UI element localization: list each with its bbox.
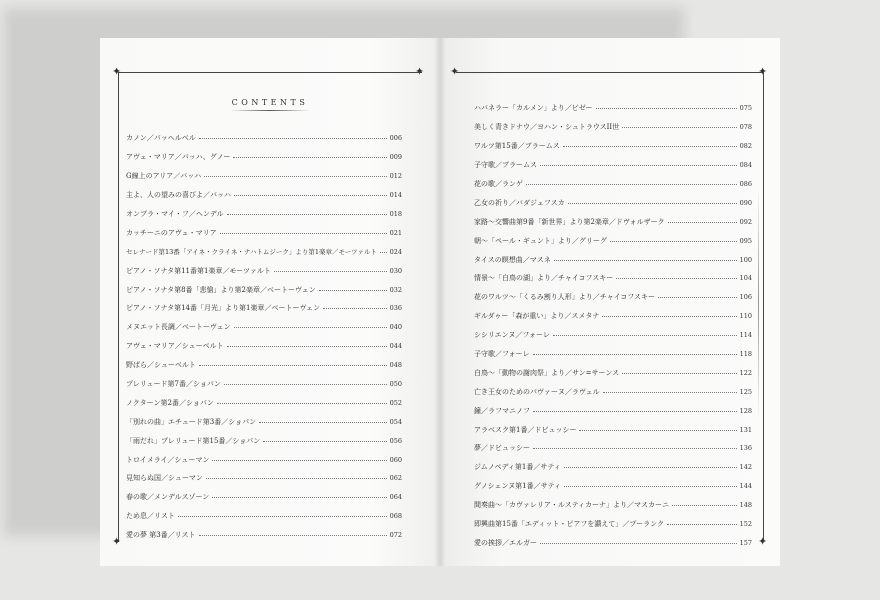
dot-leader: [234, 194, 387, 196]
toc-entry-page: 142: [739, 463, 752, 472]
toc-entry-title: 即興曲第15番「エディット・ピアフを讃えて」／プーランク: [474, 520, 664, 529]
dot-leader: [234, 326, 387, 328]
toc-entry: [126, 205, 402, 224]
toc-entry-page: 095: [739, 236, 752, 245]
toc-entry: [126, 318, 402, 337]
toc-entry-title: 花のワルツ～「くるみ割り人形」より／チャイコフスキー: [474, 293, 656, 302]
toc-entry-page: 030: [389, 266, 402, 275]
toc-entry-page: 131: [739, 425, 752, 434]
dot-leader: [533, 353, 737, 355]
toc-entry: [126, 375, 402, 394]
toc-entry-title: 主よ、人の望みの喜びよ／バッハ: [126, 191, 231, 200]
toc-entry-page: 044: [389, 342, 402, 351]
dot-leader: [319, 289, 387, 291]
toc-entry: [126, 129, 402, 148]
toc-entry: [126, 337, 402, 356]
corner-ornament-icon: ✦: [112, 535, 122, 548]
dot-leader: [540, 164, 737, 166]
toc-entry-page: 104: [739, 274, 752, 283]
toc-entry-page: 036: [389, 304, 402, 313]
toc-entry-title: プレリュード第7番／ショパン: [126, 380, 221, 389]
toc-entry-title: 夢／ドビュッシー: [474, 444, 530, 453]
toc-entry-page: 128: [739, 406, 752, 415]
toc-entry-title: 朝～「ペール・ギュント」より／グリーグ: [474, 236, 607, 245]
toc-entry-page: 014: [389, 191, 402, 200]
corner-ornament-icon: ✦: [415, 65, 425, 78]
toc-entry: [126, 431, 402, 450]
toc-entry-page: 024: [389, 247, 402, 256]
corner-ornament-icon: ✦: [450, 65, 460, 78]
toc-entry: [474, 420, 752, 439]
toc-entry-title: トロイメライ／シューマン: [126, 455, 210, 464]
dot-leader: [564, 485, 737, 487]
toc-entry: [474, 363, 752, 382]
toc-entry: [126, 356, 402, 375]
dot-leader: [227, 213, 387, 215]
toc-entry-page: 084: [739, 161, 752, 170]
toc-entry-title: オンブラ・マイ・フ／ヘンデル: [126, 210, 224, 218]
toc-entry: [126, 148, 402, 167]
dot-leader: [533, 447, 737, 449]
toc-entry: [474, 99, 752, 118]
toc-entry-page: 075: [739, 104, 752, 113]
book-gutter: [434, 38, 446, 566]
dot-leader: [217, 402, 387, 404]
toc-entry: [126, 299, 402, 318]
toc-entry-title: ノクターン第2番／ショパン: [126, 398, 214, 407]
toc-entry-page: 032: [389, 285, 402, 294]
right-toc-list: [474, 99, 752, 552]
toc-entry: [474, 515, 752, 534]
toc-entry-title: 情景～「白鳥の湖」より／チャイコフスキー: [474, 274, 614, 283]
toc-entry-title: 子守歌／フォーレ: [474, 350, 530, 359]
toc-entry-title: ギルダゥー「森が重い」より／スメタナ: [474, 312, 600, 321]
toc-entry-title: アヴェ・マリア／シューベルト: [126, 342, 224, 351]
toc-entry-page: 056: [389, 436, 402, 445]
toc-entry-title: ピアノ・ソナタ第14番「月光」より第1楽章／ベートーヴェン: [126, 304, 321, 313]
toc-entry: [126, 242, 402, 261]
toc-entry-page: 086: [739, 180, 752, 188]
right-page: [440, 38, 780, 566]
toc-entry: [126, 412, 402, 431]
dot-leader: [563, 145, 737, 147]
toc-entry: [126, 167, 402, 186]
toc-entry: [126, 186, 402, 205]
toc-entry-title: 春の歌／メンデルスゾーン: [126, 493, 210, 502]
dot-leader: [564, 466, 737, 468]
toc-entry: [474, 250, 752, 269]
dot-leader: [274, 270, 387, 272]
toc-entry: [126, 261, 402, 280]
toc-entry: [474, 533, 752, 552]
dot-leader: [199, 534, 387, 536]
toc-entry-title: G線上のアリア／バッハ: [126, 172, 202, 181]
toc-entry-page: 054: [389, 417, 402, 426]
toc-entry-title: シシリエンヌ／フォーレ: [474, 331, 550, 340]
dot-leader: [603, 391, 737, 393]
toc-entry-page: 090: [739, 198, 752, 207]
toc-entry: [474, 137, 752, 156]
toc-entry-page: 072: [389, 531, 402, 540]
toc-entry-page: 012: [389, 172, 402, 181]
dot-leader: [622, 126, 736, 128]
toc-entry-title: 愛の夢 第3番／リスト: [126, 531, 196, 540]
toc-entry-page: 118: [739, 350, 752, 359]
toc-entry-title: 「雨だれ」プレリュード第15番／ショパン: [126, 436, 261, 445]
toc-entry: [474, 326, 752, 345]
toc-entry-page: 062: [389, 474, 402, 483]
toc-entry: [474, 175, 752, 194]
frame-top-rule: [456, 72, 764, 73]
toc-entry: [126, 393, 402, 412]
dot-leader: [554, 259, 737, 261]
dot-leader: [553, 334, 737, 336]
toc-entry-page: 064: [389, 493, 402, 502]
toc-entry-page: 136: [739, 444, 752, 453]
toc-entry-page: 157: [739, 538, 752, 547]
toc-entry-page: 050: [389, 380, 402, 389]
toc-entry-title: 鐘／ラフマニノフ: [474, 406, 530, 415]
dot-leader: [602, 315, 736, 317]
toc-entry: [474, 288, 752, 307]
toc-entry: [126, 450, 402, 469]
dot-leader: [616, 277, 736, 279]
toc-entry-title: アラベスク第1番／ドビュッシー: [474, 425, 577, 434]
toc-entry-title: ピアノ・ソナタ第8番「悲愴」より第2楽章／ベートーヴェン: [126, 285, 316, 294]
toc-entry-title: カッチーニのアヴェ・マリア: [126, 228, 217, 237]
toc-entry-page: 052: [389, 398, 402, 407]
dot-leader: [212, 459, 386, 461]
toc-entry-title: カノン／パッヘルベル: [126, 134, 196, 143]
toc-entry-page: 144: [739, 482, 752, 491]
frame-left-rule: [118, 72, 119, 542]
open-booklet: [100, 38, 780, 566]
toc-entry-title: セレナード第13番「アイネ・クライネ・ナハトムジーク」より第1楽章／モーツァルト: [126, 248, 377, 257]
dot-leader: [263, 440, 386, 442]
toc-entry-page: 018: [389, 210, 402, 218]
dot-leader: [380, 251, 387, 253]
dot-leader: [199, 364, 387, 366]
toc-entry: [474, 345, 752, 364]
toc-entry: [126, 488, 402, 507]
dot-leader: [610, 240, 737, 242]
toc-entry-title: 野ばら／シューベルト: [126, 361, 196, 370]
toc-entry-title: 家路～交響曲第9番「新世界」より第2楽章／ドヴォルザーク: [474, 217, 665, 226]
dot-leader: [622, 372, 736, 374]
toc-entry-page: 114: [739, 331, 752, 340]
toc-entry: [126, 526, 402, 545]
corner-ornament-icon: ✦: [112, 65, 122, 78]
dot-leader: [199, 137, 387, 139]
toc-entry: [126, 280, 402, 299]
toc-entry-title: ピアノ・ソナタ第11番第1楽章／モーツァルト: [126, 266, 271, 275]
dot-leader: [658, 296, 737, 298]
toc-entry: [474, 193, 752, 212]
toc-entry-title: 子守歌／ブラームス: [474, 161, 537, 170]
dot-leader: [672, 504, 737, 506]
dot-leader: [596, 107, 737, 109]
toc-entry: [474, 118, 752, 137]
toc-entry: [474, 156, 752, 175]
dot-leader: [204, 175, 386, 177]
toc-entry-page: 021: [389, 228, 402, 237]
toc-entry-title: ジムノペディ第1番／サティ: [474, 463, 561, 472]
toc-entry-page: 006: [389, 134, 402, 143]
toc-entry: [474, 269, 752, 288]
toc-entry: [474, 477, 752, 496]
toc-entry-page: 100: [739, 255, 752, 264]
toc-entry-title: 花の歌／ランゲ: [474, 180, 523, 188]
frame-top-rule: [118, 72, 422, 73]
toc-entry-page: 125: [739, 387, 752, 396]
dot-leader: [227, 345, 387, 347]
dot-leader: [178, 515, 387, 517]
toc-entry-page: 092: [739, 217, 752, 226]
toc-entry-page: 009: [389, 153, 402, 162]
toc-entry-title: 美しく青きドナウ／ヨハン・シュトラウスII世: [474, 123, 620, 132]
toc-entry: [474, 458, 752, 477]
toc-entry-page: 122: [739, 368, 752, 377]
toc-entry-title: アヴェ・マリア／バッハ、グノー: [126, 153, 231, 162]
toc-entry-title: 乙女の祈り／バダジェフスカ: [474, 198, 565, 207]
dot-leader: [212, 496, 386, 498]
corner-ornament-icon: ✦: [758, 535, 768, 548]
toc-entry-title: 亡き王女のためのパヴァーヌ／ラヴェル: [474, 387, 600, 396]
toc-entry: [474, 307, 752, 326]
toc-entry-title: ハバネラー「カルメン」より／ビゼー: [474, 104, 593, 113]
dot-leader: [667, 523, 737, 525]
toc-entry-title: 間奏曲～「カヴァレリア・ルスティカーナ」より／マスカーニ: [474, 501, 670, 510]
toc-entry-title: ため息／リスト: [126, 512, 175, 521]
toc-entry: [474, 439, 752, 458]
toc-entry: [474, 212, 752, 231]
toc-entry-title: グノシェンヌ第1番／サティ: [474, 482, 562, 491]
toc-entry-title: タイスの瞑想曲／マスネ: [474, 255, 551, 264]
toc-entry-page: 040: [389, 323, 402, 332]
dot-leader: [540, 542, 737, 544]
toc-entry-page: 082: [739, 142, 752, 151]
dot-leader: [323, 307, 386, 309]
toc-entry: [126, 469, 402, 488]
left-page: [100, 38, 440, 566]
toc-entry-title: メヌエット長調／ベートーヴェン: [126, 323, 231, 332]
toc-entry-page: 048: [389, 361, 402, 370]
contents-heading: CONTENTS: [231, 98, 309, 107]
toc-entry-page: 068: [389, 512, 402, 521]
dot-leader: [233, 156, 386, 158]
corner-ornament-icon: ✦: [758, 65, 768, 78]
toc-entry-page: 060: [389, 455, 402, 464]
toc-entry: [474, 231, 752, 250]
toc-entry-title: ワルツ第15番／ブラームス: [474, 142, 560, 151]
toc-entry-title: 見知らぬ国／シューマン: [126, 474, 203, 483]
toc-entry: [474, 401, 752, 420]
dot-leader: [224, 383, 387, 385]
frame-right-rule: [763, 72, 764, 542]
toc-entry-page: 078: [739, 123, 752, 132]
dot-leader: [259, 421, 386, 423]
dot-leader: [533, 410, 737, 412]
dot-leader: [526, 183, 737, 185]
dot-leader: [568, 202, 737, 204]
toc-entry-title: 白鳥～「動物の謝肉祭」より／サン=サーンス: [474, 368, 620, 377]
contents-underline: [230, 110, 310, 111]
left-toc-list: [126, 129, 402, 545]
toc-entry: [126, 223, 402, 242]
toc-entry: [474, 496, 752, 515]
toc-entry-page: 106: [739, 293, 752, 302]
toc-entry-page: 152: [739, 520, 752, 529]
dot-leader: [579, 429, 736, 431]
toc-entry-page: 148: [739, 501, 752, 510]
toc-entry-page: 110: [739, 312, 752, 321]
toc-entry-title: 愛の挨拶／エルガー: [474, 538, 537, 547]
toc-entry: [474, 382, 752, 401]
margin-ornament: [758, 188, 759, 418]
dot-leader: [206, 477, 387, 479]
toc-entry: [126, 507, 402, 526]
toc-entry-title: 「別れの曲」エチュード第3番／ショパン: [126, 417, 257, 426]
dot-leader: [220, 232, 387, 234]
dot-leader: [668, 221, 737, 223]
